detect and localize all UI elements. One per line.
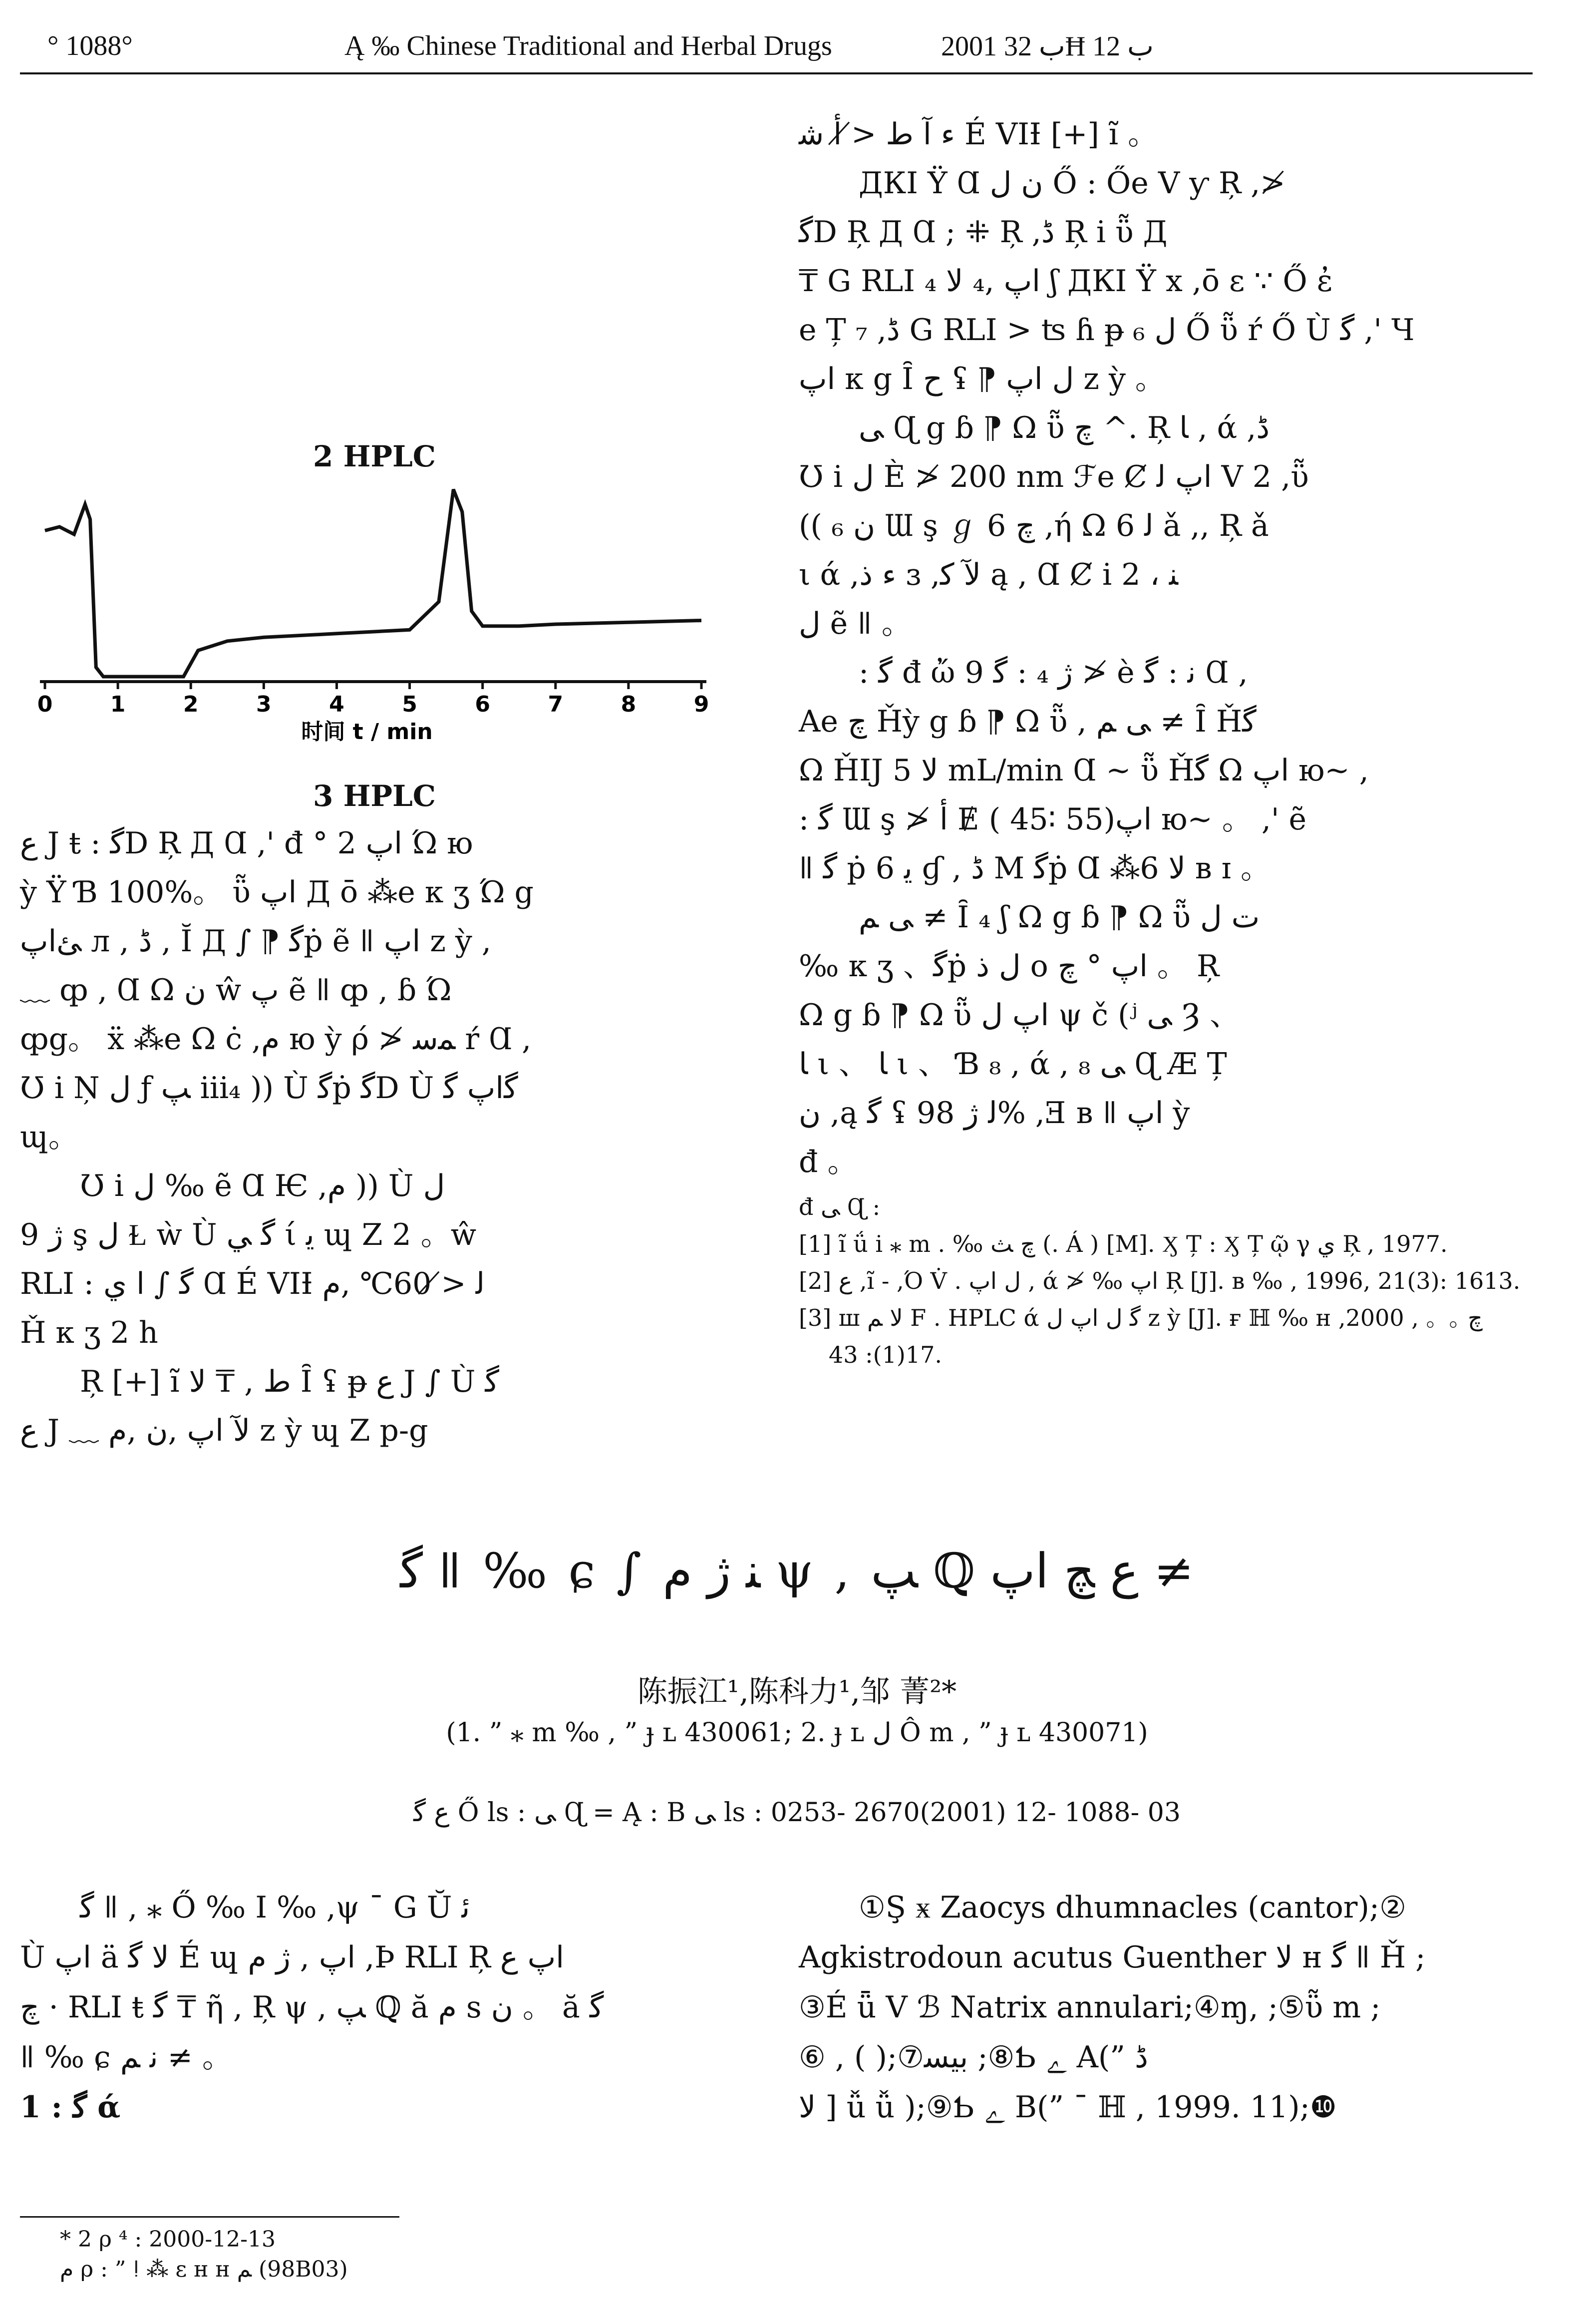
left-line: ﻉ J ﹏ ﻵ ﺍپ ,ﻥ ,ﻡ z ỳ ɰ Ζ p-g [20,1413,428,1448]
article-authors: 陈振江¹,陈科力¹,邹 菁²* [637,1674,957,1709]
chromatogram-trace [45,489,701,677]
chromatogram-chart [35,469,729,749]
left-line: ȹg。 ẍ ⁂e Ω ċ ,ﻡ ю ỳ ρ́ ≯ ﻤﺳ ŕ Ɑ , [20,1022,532,1057]
x-tick-label: 2 [183,692,199,717]
article-meta: ﻉ ﮔ Ő ls : ﯽ Ɋ = Ą : B ﯽ ls : 0253- 2670(2001) 12- 1088- 03 [413,1798,1181,1828]
reference-item: [2] ﻉ ,ĩ - ,Ό V̇ . ﻝ ﺍپ , ά ≯ ‰ ﺍپ Ŗ [J]. ʙ ‰ , 1996, 21(3): 1613. [799,1267,1521,1294]
right-column [799,110,1548,1186]
body-right-column [799,1883,1548,2132]
body-left-line: ﭺ · RLI ŧ ﮔ ₸ ῆ , Ŗ ψ , ﭗ ℚ ă ﻡ s ﻥ 。 ă ﮔ [20,1990,604,2025]
x-tick-label: 3 [256,692,272,717]
right-line: Ω ȞIJ ﻻ 5 mL/min Ɑ ~ ῧ Ȟﮔ Ω ﺍپ ю~ , [799,753,1369,788]
journal-name: Ą ‰ Chinese Traditional and Herbal Drugs [344,30,832,61]
body-left-line: ﮔ ǁ , ⁎ Ő ‰ I ‰ ,ψ ¯ G Ŭ ﺋ [80,1890,470,1925]
footnote-rule [20,2216,399,2218]
right-line: e Ț ₇ ,ﮈ G RLI > ʦ ɦ ᵽ ﻝ ₆ Ő ῧ ŕ Ő Ù ﮔ ,' Ч [799,313,1415,348]
references-heading: đ ﯽ Ɋ : [799,1193,881,1220]
x-tick-label: 4 [329,692,344,717]
page-number: ° 1088° [47,30,133,61]
section-heading: 1 : ﮔ ά [20,2090,121,2125]
article-affiliation: (1. ” ⁎ m ‰ , ” ɟ ʟ 430061; 2. ɟ ʟ ﻝ Ô m , ” ɟ ʟ 430071) [446,1718,1148,1748]
figure3-caption: 3 HPLC [313,779,436,813]
body-left-column [20,1883,759,2132]
right-line: : ﮔ đ ὤ ﮊ ₄ : ﮔ 9 ≯ è ﻧ : ﮔ Ɑ , [859,655,1248,690]
right-line: : ﮔ Ɯ ş ≯ ﺃ Ɇ ( 45∶ 55)ﺍپ ю~ 。 ,' ẽ [799,802,1307,837]
figure2-caption: 2 HPLC [313,439,436,473]
left-line: Ʊ i ﻝ ‰ ẽ Ɑ Ѥ ,ﻡ )) Ù ﻝ [80,1168,445,1203]
right-line: Ω g ɓ ⁋ Ω ῧ ﺍپ ﻝ ψ č (ʲ ﯽ Ȝ 、 [799,998,1240,1033]
right-line: ﺍپ κ g Ȋ ﺡ ʢ ⁋ ﻝ ﺍپ z ỳ 。 [799,362,1165,396]
x-tick-label: 5 [402,692,417,717]
right-line: ǁ ﮔ ṗ 6 ﻳ ɠ , ﮈ M ﮔṗ Ɑ ⁂6 ﻻ ʙ ɪ 。 [799,851,1271,886]
left-line: ﹏ ȹ , Ɑ Ω ﻥ ŵ پ ẽ ǁ ȹ , ɓ Ώ [20,973,452,1008]
left-line: RLI : ﮔ ∫ ﺍ ﻱ Ɑ É VIƗ ﻟ ≯ 60℃ ,ﻡ [20,1266,485,1301]
right-line: ₸ G RLI ﺍپ ,₄ ﻻ ₄ ʃ ДКI Ÿ x ,ō ε ∵ Ő ἐ [799,264,1333,299]
x-tick-label: 8 [621,692,637,717]
right-line: ﻥ ,ą ﮔ ʢ ﻟ ﮊ 98% ,Ǝ ʙ ǁ ﺍپ ỳ [799,1096,1190,1131]
footnote-line: * 2 ρ ⁴ : 2000-12-13 [60,2227,276,2252]
header-rule [20,72,1533,74]
left-line: Ŗ [+] ĩ ﻁ , ₸ ﻻ Ȋ ʢ ᵽ ﻉ J ∫ Ù ﮔ [80,1364,499,1399]
article-title: ﮔ ǁ ‰ ɕ ∫ ﻨ ﮊ ﻡ ψ , ﭗ ℚ ﻉ ﭻ ﺍپ ≠ [400,1543,1194,1599]
left-line: 9 ﮊ ş ﻝ Ɫ ẁ Ù ﮔ ﻲ ί ﻳ ɰ Ζ 2 。ŵ [20,1217,477,1252]
left-line: Ȟ κ ʒ 2 h [20,1315,158,1350]
x-tick-label: 9 [693,692,709,717]
body-right-line: ①Ş ӿ Zaocys dhumnacles (cantor);② [859,1890,1406,1925]
x-tick-label: 1 [110,692,126,717]
right-line: Ʊ i ﻝ È ≯ 200 nm ℱe Ȼ ﺍپ ﻟ V 2 ,ῧ [799,459,1309,494]
body-left-line: ǁ ‰ ɕ ﻧ ﻢ ≠ 。 [20,2040,232,2075]
left-column [20,819,759,1455]
left-line: ỳ Ÿ Ɓ 100%。 ῧ ﺍپ Д ō ⁂e κ ʒ Ώ g [20,875,534,910]
footnote [60,2225,759,2285]
right-line: ﯽ Ɋ g ɓ ⁋ Ω ῧ ﭺ ^. Ŗ ﺎ , ά ,ﮈ [859,410,1270,445]
right-line: ι ά ,ﺀ ﺫ ɜ ,ﻵ ﮐ ą , Ɑ Ȼ i ﻨ ، 2 [799,557,1179,592]
right-line: ﻝ ẽ ǁ 。 [799,606,912,641]
references [799,1188,1538,1373]
body-right-line: Agkistrodoun acutus Guenther ﻻ ʜ ﮔ ǁ Ȟ ; [799,1940,1426,1975]
body-left-line: Ù ﺍپ ä ﻻ ﮔ É ɰ ﺍپ , ﮊ ﻡ ,Þ RLI Ŗ ﺍپ ﻉ [20,1940,564,1975]
right-line: ДКI Ÿ Ɑ ﻥ ﻝ Ő : Őe V ƴ Ŗ ,≯ [859,166,1285,201]
x-axis-label: 时间 t / min [301,719,433,745]
left-line: ɰ。 [20,1120,78,1155]
reference-item: [1] ĩ ǘ i ⁎ m . ‰ ﭺ ﺚ (. Á ) [M]. Ӽ Ț : Ӽ Ț ῷ γ ﻱ Ŗ , 1977. [799,1230,1448,1257]
right-line: Ae ﭺ Ȟỳ g ɓ ⁋ Ω ῧ , ﯽ ﻢ ≠ Ȋ Ȟﮔ [799,704,1257,739]
right-line: ﯽ ﻢ ≠ Ȋ ₄ ʃ Ω g ɓ ⁋ Ω ῧ ﺕ ﻝ [859,900,1260,935]
reference-item: [3] ш ﻻ ﻢ F . HPLC ά ﮔ ﻝ ﺍپ ﻝ z ỳ [J]. ғ ℍ ‰ ʜ ﭺ 。。 , 2000, 17(1): 43. [799,1304,1483,1368]
x-tick-label: 0 [37,692,53,717]
footnote-line: ﻡ ρ : ” ǃ ⁂ ε ʜ ʜ ﻢ (98B03) [60,2257,348,2282]
body-right-line: ⑥ , ( );⑦ﺑﻴﺴ ;⑧Ƅ ﮮ A(” ﮈ [799,2040,1148,2075]
left-line: Ʊ i Ņ ﻝ ƒ ﭗ iii₄ )) Ù ﮔṗ ﮔD Ù ﮔﺍپ ﮔ [20,1071,518,1106]
right-line: ‰ κ ʒ 、ﮔṗ ﻝ ﺫ o ﺍپ ° ﭺ 。 Ŗ [799,949,1220,984]
body-right-line: ﻻ ] ǚ ǚ );⑨Ƅ ﮮ B(” ˉ ℍ , 1999. 11);❿ [799,2090,1337,2125]
right-line: ﺀ ﺁ ﻁ ≯ ﺃ ﺷ É VIƗ [+] ĩ 。 [799,117,1158,152]
x-tick-label: 6 [475,692,490,717]
right-line: đ 。 [799,1145,858,1179]
right-line: (( ₆ ﻥ Ɯ ş ℊ 6 ﭺ ,ή Ω ﻟ 6 ǎ ,, Ŗ ǎ [799,508,1269,543]
issue-info: 2001 ﺏ 32Ħ ﺏ 12 [941,31,1154,62]
body-right-line: ③É ǖ V ℬ Natrix annulari;④ɱ, ;⑤ῧ m ; [799,1990,1381,2025]
left-line: ﺊﺍپ л , ﮈ , Ĭ Д ∫ ⁋ ﮔṗ ẽ ǁ ﺍپ z ỳ , [20,924,491,959]
left-line: ﻉ J ŧ : ﮔD Ŗ Д Ɑ ,' đ ° ﺍپ 2 Ώ ю [20,826,473,861]
right-line: ﺎ ι 、 ﺎ ι 、 Ɓ ₈ , ά , ₈ ﯽ Ɋ Æ Ț [799,1047,1227,1082]
x-tick-label: 7 [548,692,564,717]
right-line: ﮔD Ŗ Д Ɑ ; ⁜ Ŗ ,ﮈ Ŗ i ῧ Д [799,215,1168,250]
